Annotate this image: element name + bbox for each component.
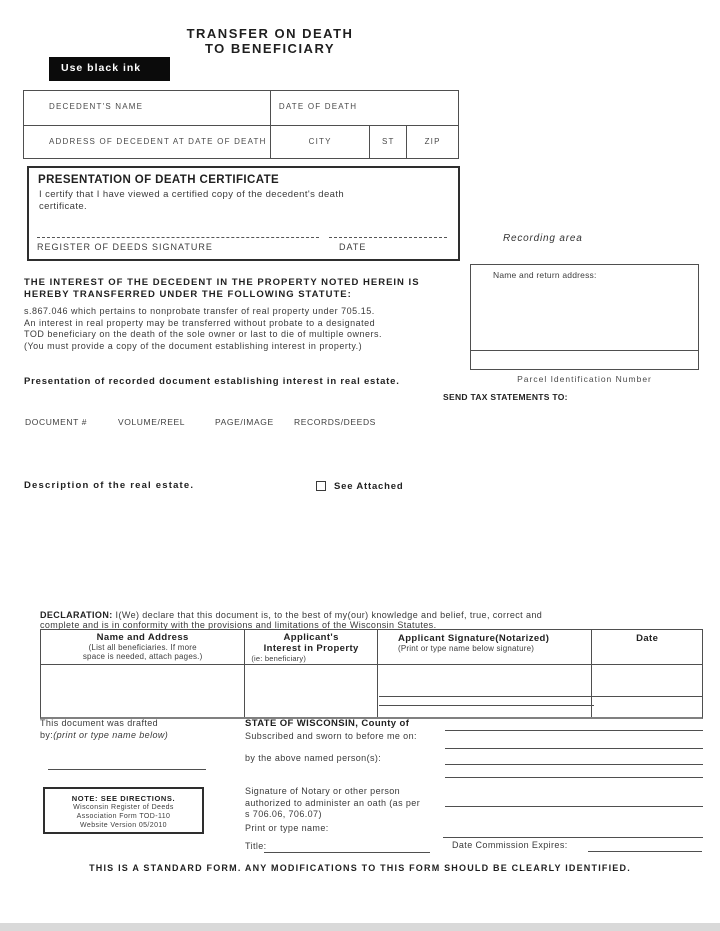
return-address-label: Name and return address: — [493, 270, 597, 280]
page-title: TRANSFER ON DEATH TO BENEFICIARY — [186, 26, 354, 56]
title-label: Title: — [245, 841, 267, 851]
declaration-lead: DECLARATION: — [40, 610, 113, 620]
notary-signature-label: Signature of Notary or other person authorized to administer an oath (as per s 706.06, 706.07) — [245, 786, 421, 819]
interest-subtitle: (ie: beneficiary) — [251, 654, 307, 663]
death-certificate-heading: PRESENTATION OF DEATH CERTIFICATE — [38, 174, 280, 186]
beneficiary-date-cell[interactable] — [592, 665, 702, 717]
drafted-by-label: This document was drafted by:(print or type name below) — [40, 718, 169, 740]
death-certificate-text: I certify that I have viewed a certified copy of the decedent's death certificate. — [39, 189, 345, 212]
certificate-date-label: DATE — [339, 242, 367, 252]
return-address-box[interactable] — [470, 264, 699, 370]
note-text: Wisconsin Register of Deeds Association Form TOD-110 Website Version 05/2010 — [73, 804, 174, 829]
zip-field[interactable] — [406, 126, 458, 158]
signature-print-line-2 — [379, 705, 594, 706]
statute-heading: THE INTEREST OF THE DECEDENT IN THE PROPERTY NOTED HEREIN IS HEREBY TRANSFERRED UNDER THE FOLLOWING STATUTE: — [24, 277, 420, 300]
send-tax-label: SEND TAX STATEMENTS TO: — [443, 392, 568, 402]
decedent-address-label: ADDRESS OF DECEDENT AT DATE OF DEATH — [49, 137, 267, 146]
page-image-header: PAGE/IMAGE — [215, 417, 274, 427]
volume-reel-header: VOLUME/REEL — [118, 417, 186, 427]
state-field[interactable] — [369, 126, 406, 158]
recording-area-label: Recording area — [503, 233, 583, 244]
date-title: Date — [636, 633, 659, 644]
name-address-subtitle: (List all beneficiaries. If more space is needed, attach pages.) — [82, 643, 203, 661]
zip-label: ZIP — [424, 137, 441, 146]
register-signature-line[interactable] — [37, 237, 319, 238]
col-signature-header — [378, 630, 592, 664]
subscribed-label: Subscribed and sworn to before me on: — [245, 731, 417, 741]
records-deeds-header: RECORDS/DEEDS — [294, 417, 376, 427]
decedent-address-field[interactable] — [24, 126, 270, 158]
scan-edge — [0, 923, 720, 931]
col-date-header — [592, 630, 702, 664]
persons-line-1[interactable] — [445, 764, 703, 765]
statute-text: s.867.046 which pertains to nonprobate transfer of real property under 705.15. An interest in real property may be transferred without probate to a designated TOD beneficiary on the death of the sole owner or last to die of multiple owners. (You must provide a copy of the document establishing interest in property.) — [24, 306, 383, 351]
city-label: CITY — [308, 137, 332, 146]
declaration-text-line2: complete and is in conformity with the provisions and limitations of the Wisconsin Statutes. — [40, 620, 437, 630]
interest-title: Applicant's Interest in Property — [263, 632, 359, 654]
print-name-label: Print or type name: — [245, 823, 329, 833]
by-persons-label: by the above named person(s): — [245, 753, 382, 763]
drafted-by-line[interactable] — [48, 769, 206, 770]
commission-expires-line[interactable] — [588, 851, 702, 852]
beneficiary-name-cell[interactable] — [41, 665, 245, 717]
sworn-date-line[interactable] — [445, 748, 703, 749]
use-black-ink-label: Use black ink — [61, 62, 142, 74]
see-attached-label: See Attached — [334, 481, 404, 492]
declaration-text-line1: DECLARATION: I(We) declare that this document is, to the best of my(our) knowledge and belief, true, correct and — [40, 610, 543, 620]
death-certificate-box — [27, 166, 460, 261]
note-box — [43, 787, 204, 834]
decedent-name-label: DECEDENT'S NAME — [49, 102, 144, 111]
decedent-name-field[interactable] — [24, 91, 270, 125]
parcel-divider-line — [471, 350, 698, 351]
see-attached-checkbox[interactable] — [316, 481, 326, 491]
notary-name-line[interactable] — [443, 837, 703, 838]
state-label: ST — [382, 137, 395, 146]
notary-signature-line[interactable] — [445, 806, 703, 807]
drafted-by-hint: (print or type name below) — [53, 729, 169, 740]
name-address-title: Name and Address — [96, 632, 189, 643]
date-of-death-label: DATE OF DEATH — [278, 102, 358, 111]
decedent-table — [23, 90, 459, 159]
col-interest-header — [245, 630, 378, 664]
register-signature-label: REGISTER OF DEEDS SIGNATURE — [37, 242, 213, 252]
signature-title: Applicant Signature(Notarized) — [397, 633, 550, 644]
beneficiary-table — [40, 629, 703, 719]
document-number-header: DOCUMENT # — [25, 417, 88, 427]
beneficiary-signature-cell[interactable] — [378, 665, 592, 717]
real-estate-description-label: Description of the real estate. — [24, 480, 195, 491]
city-field[interactable] — [270, 126, 370, 158]
parcel-id-label: Parcel Identification Number — [517, 374, 652, 384]
county-line[interactable] — [445, 730, 703, 731]
commission-expires-label: Date Commission Expires: — [452, 840, 568, 850]
beneficiary-interest-cell[interactable] — [245, 665, 378, 717]
certificate-date-line[interactable] — [329, 237, 447, 238]
recorded-document-label: Presentation of recorded document establishing interest in real estate. — [24, 376, 400, 387]
col-name-address-header — [41, 630, 245, 664]
signature-subtitle: (Print or type name below signature) — [397, 644, 535, 653]
beneficiary-row — [41, 665, 702, 717]
date-of-death-field[interactable] — [270, 91, 458, 125]
note-heading: NOTE: SEE DIRECTIONS. — [71, 794, 176, 803]
persons-line-2[interactable] — [445, 777, 703, 778]
title-line[interactable] — [264, 852, 430, 853]
standard-form-footer: THIS IS A STANDARD FORM. ANY MODIFICATIONS TO THIS FORM SHOULD BE CLEARLY IDENTIFIED. — [89, 863, 631, 873]
signature-print-line — [379, 696, 703, 697]
state-heading: STATE OF WISCONSIN, County of — [245, 718, 410, 729]
use-black-ink-banner — [49, 57, 170, 81]
